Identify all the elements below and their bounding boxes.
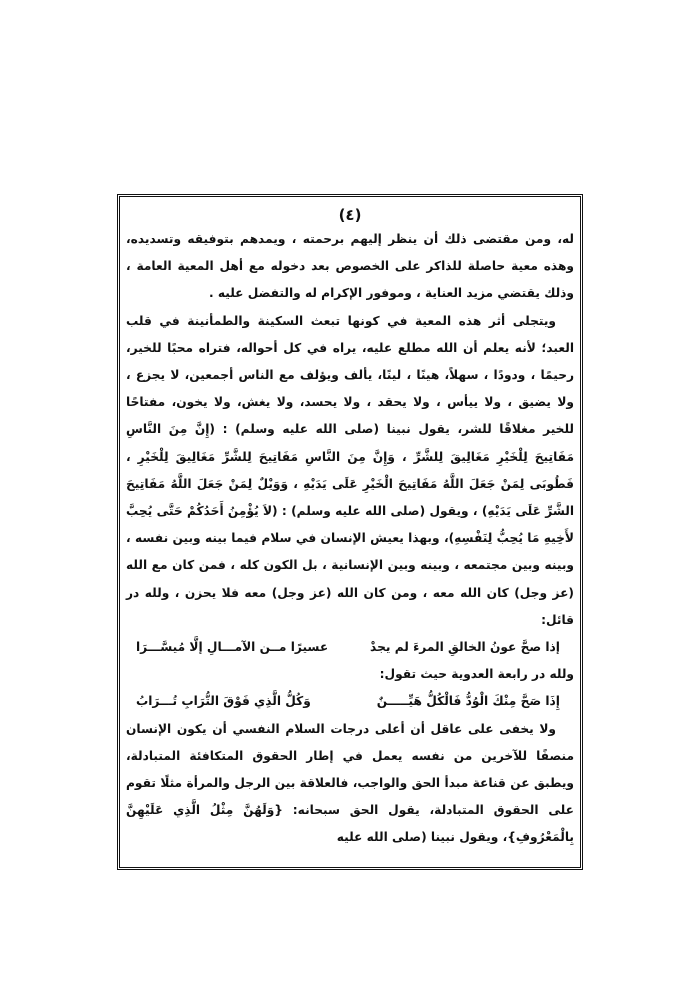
page-number: (٤) <box>338 206 362 224</box>
poem-intro-rabia: ولله در رابعة العدوية حيث تقول: <box>379 667 574 682</box>
paragraph-continuation: له، ومن مقتضى ذلك أن ينظر إليهم برحمته ، ويمدهم بتوفيقه وتسديده، وهذه معية حاصلة للذاكر على الخصوص بعد دخوله مع أهل المعية العامة ، وذلك يقتضي مزيد العناية ، وموفور الإكرام له والتفضل عليه . <box>126 232 574 301</box>
poem-verse-1 <box>126 634 574 661</box>
paragraph-serenity: ويتجلى أثر هذه المعية في كونها تبعث السكينة والطمأنينة في قلب العبد؛ لأنه يعلم أن الله مطلع عليه، يراه في كل أحواله، فتراه محبًا للخير، رحيمًا ، ودودًا ، سهلاً، هينًا ، لينًا، يألف ويؤلف مع الناس أجمعين، لا يجزع ، ولا يضيق ، ولا ييأس ، ولا يحقد ، ولا يحسد، ولا يغش، ولا يخون، مفتاحًا للخير مغلاقًا للشر، يقول نبينا (صلى الله عليه وسلم) : (إِنَّ مِنَ النَّاسِ مَفَاتِيحَ لِلْخَيْرِ مَغَالِيقَ لِلشَّرِّ ، وَإِنَّ مِنَ النَّاسِ مَفَاتِيحَ لِلشَّرِّ مَغَالِيقَ لِلْخَيْرِ ، فَطُوبَى لِمَنْ جَعَلَ اللَّهُ مَفَاتِيحَ الْخَيْرِ عَلَى يَدَيْهِ ، وَوَيْلٌ لِمَنْ جَعَلَ اللَّهُ مَفَاتِيحَ الشَّرِّ عَلَى يَدَيْهِ) ، ويقول (صلى الله عليه وسلم) : (لاَ يُؤْمِنُ أَحَدُكُمْ حَتَّى يُحِبَّ لأَخِيهِ مَا يُحِبُّ لِنَفْسِهِ)، وبهذا يعيش الإنسان في سلام فيما بينه وبين نفسه ، وبينه وبين مجتمعه ، وبينه وبين الإنسانية ، بل الكون كله ، فمن كان مع الله (عز وجل) كان الله معه ، ومن كان الله (عز وجل) معه فلا يحزن ، ولله در قائل: <box>126 313 574 627</box>
paragraph-fairness: ولا يخفى على عاقل أن أعلى درجات السلام النفسي أن يكون الإنسان منصفًا للآخرين من نفسه يعمل في إطار الحقوق المتكافئة المتبادلة، ويطبق عن قناعة مبدأ الحق والواجب، فالعلاقة بين الرجل والمرأة مثلًا تقوم على الحقوق المتبادلة، يقول الحق سبحانه: {وَلَهُنَّ مِثْلُ الَّذِي عَلَيْهِنَّ بِالْمَعْرُوفِ}، ويقول نبينا (صلى الله عليه <box>126 721 574 845</box>
poem-verse-1-second: عسيرًا مــن الآمـــالِ إلَّا مُيسَّـــرَا <box>136 640 329 655</box>
poem-verse-2-second: وَكُلُّ الَّذِي فَوْقَ التُّرَابِ تُـــرَابُ <box>136 694 311 709</box>
page-frame <box>117 194 583 870</box>
poem-verse-1-first: إذا صحَّ عونُ الخالقِ المرءَ لم يجدْ <box>370 640 560 655</box>
poem-verse-2 <box>126 688 574 715</box>
poem-verse-2-first: إِذَا صَحَّ مِنْكَ الْوُدُّ فَالْكُلُّ هَيِّـــــنٌ <box>376 694 560 709</box>
